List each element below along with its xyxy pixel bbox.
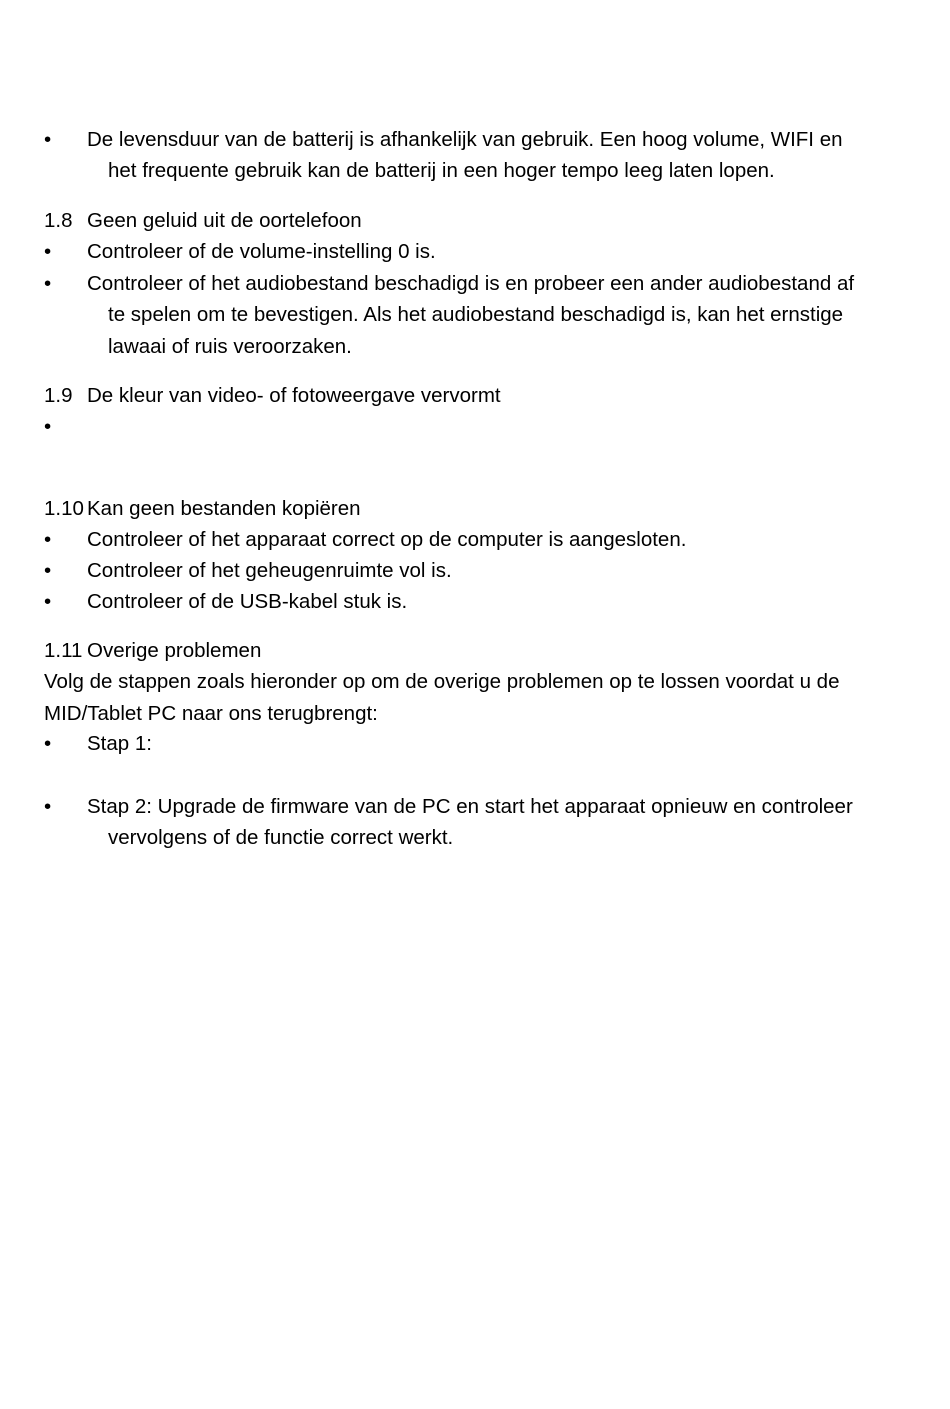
section-number: 1.8	[44, 209, 73, 232]
list-item-text: Controleer of de volume-instelling 0 is.	[87, 240, 436, 263]
list-item-text: Controleer of het audiobestand beschadigd is en probeer een ander audiobestand af	[87, 272, 855, 295]
section-number: 1.9	[44, 384, 73, 407]
bullet-glyph: •	[44, 128, 52, 151]
section-title: Geen geluid uit de oortelefoon	[87, 209, 362, 232]
bullet-glyph: •	[44, 272, 52, 295]
section-number: 1.11	[44, 639, 83, 662]
bullet-glyph: •	[44, 240, 52, 263]
list-item-text: Stap 2: Upgrade de firmware van de PC en start het apparaat opnieuw en controleer	[87, 795, 853, 818]
section-title: Overige problemen	[87, 639, 262, 662]
paragraph-text: MID/Tablet PC naar ons terugbrengt:	[44, 702, 378, 725]
intro-bullet-text-2: het frequente gebruik kan de batterij in een hoger tempo leeg laten lopen.	[108, 159, 775, 182]
list-item-text: Controleer of het geheugenruimte vol is.	[87, 559, 452, 582]
list-item-text: te spelen om te bevestigen. Als het audiobestand beschadigd is, kan het ernstige	[108, 303, 844, 326]
bullet-glyph: •	[44, 590, 52, 613]
section-title: De kleur van video- of fotoweergave vervormt	[87, 384, 501, 407]
section-number: 1.10	[44, 497, 84, 520]
list-item-text: lawaai of ruis veroorzaken.	[108, 335, 352, 358]
bullet-glyph: •	[44, 528, 52, 551]
list-item-text: vervolgens of de functie correct werkt.	[108, 826, 454, 849]
intro-bullet-text-1: De levensduur van de batterij is afhankelijk van gebruik. Een hoog volume, WIFI en	[87, 128, 843, 151]
list-item-text: Controleer of het apparaat correct op de computer is aangesloten.	[87, 528, 687, 551]
list-item-text: Stap 1:	[87, 732, 152, 755]
bullet-glyph: •	[44, 795, 52, 818]
list-item-text: Controleer of de USB-kabel stuk is.	[87, 590, 408, 613]
paragraph-text: Volg de stappen zoals hieronder op om de overige problemen op te lossen voordat u de	[44, 670, 840, 693]
bullet-glyph: •	[44, 415, 52, 438]
bullet-glyph: •	[44, 559, 52, 582]
bullet-glyph: •	[44, 732, 52, 755]
section-title: Kan geen bestanden kopiëren	[87, 497, 361, 520]
